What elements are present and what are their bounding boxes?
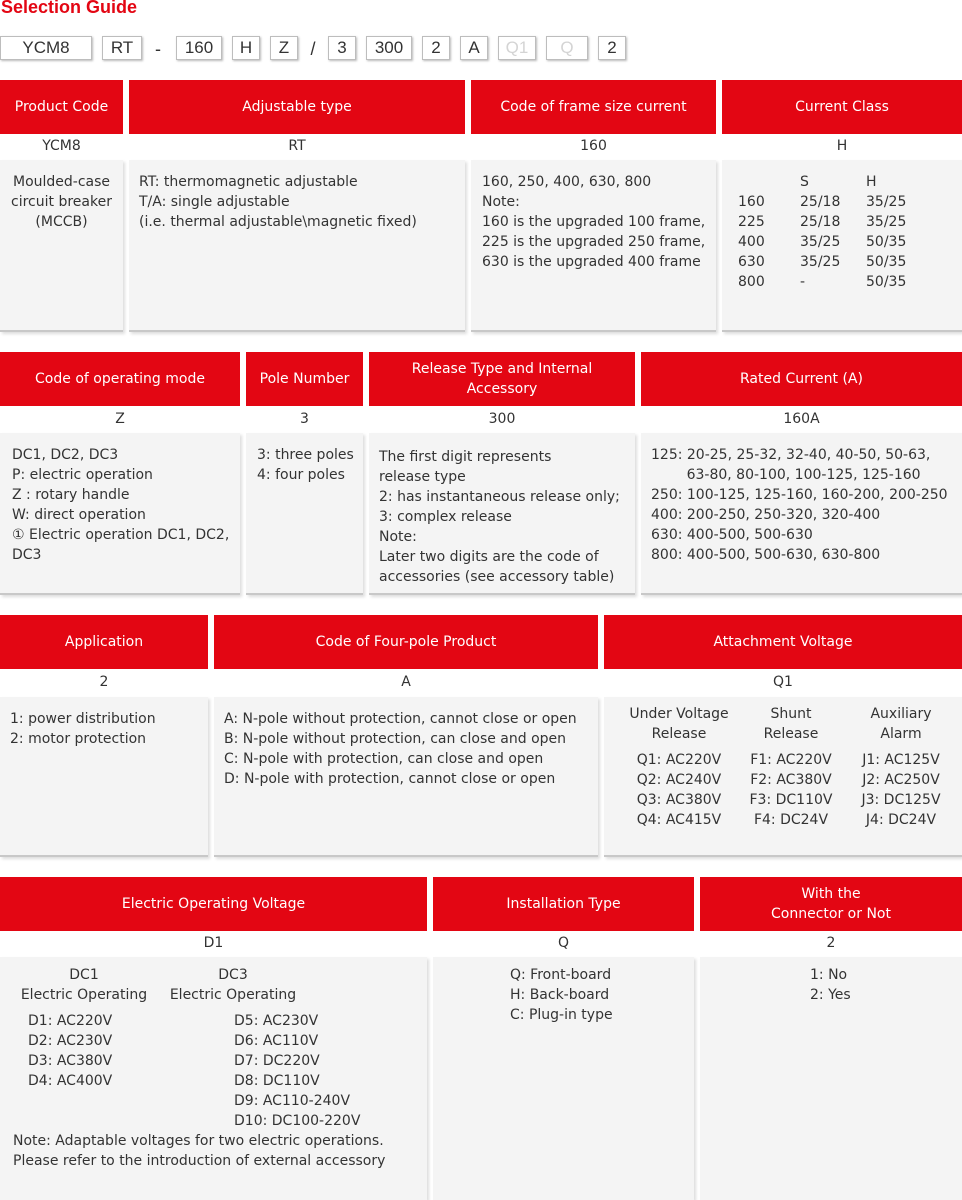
code-rated: 160A bbox=[783, 411, 820, 427]
body-release-type bbox=[369, 433, 635, 595]
text-line: 2: has instantaneous release only; bbox=[379, 489, 620, 505]
column-heading: Auxiliary bbox=[870, 706, 932, 722]
text-line: Note: bbox=[482, 194, 520, 210]
text-line: 225 is the upgraded 250 frame, bbox=[482, 234, 706, 250]
table-header-row bbox=[738, 172, 906, 192]
cell-s: - bbox=[800, 274, 806, 290]
text-line: 160, 250, 400, 630, 800 bbox=[482, 174, 652, 190]
code-product: YCM8 bbox=[42, 138, 81, 154]
body-application bbox=[0, 697, 208, 857]
note-line: Please refer to the introduction of external accessory bbox=[13, 1153, 386, 1169]
column-heading: Under Voltage bbox=[629, 706, 729, 722]
code-box-release: 300 bbox=[366, 36, 412, 60]
header-current-class: Current Class bbox=[722, 80, 962, 134]
cell-h: 50/35 bbox=[866, 234, 907, 250]
text-line: accessories (see accessory table) bbox=[379, 569, 615, 585]
text-line: 4: four poles bbox=[257, 467, 345, 483]
code-application: 2 bbox=[99, 674, 109, 690]
list-item: F2: AC380V bbox=[750, 772, 832, 788]
text-line: T/A: single adjustable bbox=[139, 194, 290, 210]
text-line: (i.e. thermal adjustable\magnetic fixed) bbox=[139, 214, 417, 230]
list-item: J2: AC250V bbox=[862, 772, 940, 788]
text-line: (MCCB) bbox=[35, 214, 88, 230]
body-connector bbox=[700, 957, 962, 1200]
header-line: With the bbox=[801, 886, 861, 902]
code-box-attachment: Q1 bbox=[498, 36, 536, 60]
text-line: Z : rotary handle bbox=[12, 487, 130, 503]
body-attachment-voltage bbox=[604, 697, 962, 857]
body-electric-operating-voltage bbox=[0, 957, 427, 1200]
code-adjustable: RT bbox=[288, 138, 306, 154]
code-four-pole: A bbox=[401, 674, 411, 690]
note-line: Note: Adaptable voltages for two electric operations. bbox=[13, 1133, 384, 1149]
cell-h: 50/35 bbox=[866, 274, 907, 290]
column-heading: Electric Operating bbox=[169, 987, 297, 1003]
body-operating-mode bbox=[0, 433, 240, 595]
text-line: 250: 100-125, 125-160, 160-200, 200-250 bbox=[651, 487, 948, 503]
attachment-column-undervoltage bbox=[622, 704, 736, 830]
cell-h: 35/25 bbox=[866, 194, 907, 210]
header-operating-mode: Code of operating mode bbox=[0, 352, 240, 406]
text-line: 630 is the upgraded 400 frame bbox=[482, 254, 701, 270]
column-heading: DC1 bbox=[69, 967, 99, 983]
text-line: 3: three poles bbox=[257, 447, 354, 463]
header-product-code: Product Code bbox=[0, 80, 123, 134]
list-item: D10: DC100-220V bbox=[234, 1113, 361, 1129]
code-box-class: H bbox=[232, 36, 260, 60]
list-item: F4: DC24V bbox=[753, 812, 829, 828]
code-box-frame: 160 bbox=[176, 36, 222, 60]
code-attachment: Q1 bbox=[773, 674, 793, 690]
header-rated-current: Rated Current (A) bbox=[641, 352, 962, 406]
cell-s: 35/25 bbox=[800, 254, 841, 270]
cell-h: 35/25 bbox=[866, 214, 907, 230]
page-title: Selection Guide bbox=[1, 0, 138, 17]
header-attachment-voltage: Attachment Voltage bbox=[604, 615, 962, 669]
code-operating: Z bbox=[115, 411, 125, 427]
list-item: Q3: AC380V bbox=[636, 792, 722, 808]
cell-s: 25/18 bbox=[800, 194, 841, 210]
code-separator-dash: - bbox=[155, 38, 161, 59]
text-line: RT: thermomagnetic adjustable bbox=[139, 174, 358, 190]
code-current-class: H bbox=[836, 138, 848, 154]
text-line: 800: 400-500, 500-630, 630-800 bbox=[651, 547, 881, 563]
list-item: D6: AC110V bbox=[234, 1033, 319, 1049]
column-s-label: S bbox=[800, 174, 809, 190]
list-item: 1: No bbox=[810, 967, 848, 983]
text-line: DC1, DC2, DC3 bbox=[12, 447, 119, 463]
cell-s: 35/25 bbox=[800, 234, 841, 250]
code-frame: 160 bbox=[580, 138, 607, 154]
code-box-four-pole: A bbox=[460, 36, 488, 60]
eov-column-dc3 bbox=[168, 965, 427, 1131]
code-box-connector: 2 bbox=[598, 36, 626, 60]
header-four-pole: Code of Four-pole Product bbox=[214, 615, 598, 669]
code-install: Q bbox=[557, 935, 570, 951]
header-frame-size: Code of frame size current bbox=[471, 80, 716, 134]
body-four-pole bbox=[214, 697, 598, 857]
header-connector bbox=[700, 877, 962, 931]
list-item: D3: AC380V bbox=[28, 1053, 113, 1069]
code-pole: 3 bbox=[300, 411, 309, 427]
list-item: J4: DC24V bbox=[865, 812, 937, 828]
header-adjustable-type: Adjustable type bbox=[129, 80, 465, 134]
body-product-code bbox=[0, 160, 123, 332]
list-item: D2: AC230V bbox=[28, 1033, 113, 1049]
list-item: Q2: AC240V bbox=[636, 772, 722, 788]
body-rated-current bbox=[641, 433, 962, 595]
code-release: 300 bbox=[488, 411, 516, 427]
body-current-class bbox=[722, 160, 962, 332]
list-item: D7: DC220V bbox=[234, 1053, 320, 1069]
current-class-table bbox=[738, 172, 906, 292]
text-line: 125: 20-25, 25-32, 32-40, 40-50, 50-63, bbox=[651, 447, 931, 463]
code-box-operating: Z bbox=[270, 36, 298, 60]
text-line: D: N-pole with protection, cannot close or open bbox=[224, 771, 556, 787]
text-line: A: N-pole without protection, cannot close or open bbox=[224, 711, 577, 727]
cell-h: 50/35 bbox=[866, 254, 907, 270]
header-line: Release Type and Internal bbox=[411, 361, 593, 377]
eov-column-dc1 bbox=[0, 965, 168, 1131]
text-line: 1: power distribution bbox=[10, 711, 156, 727]
list-item: 2: Yes bbox=[810, 987, 851, 1003]
column-heading: Release bbox=[763, 726, 819, 742]
cell-frame: 800 bbox=[738, 274, 765, 290]
list-item: D4: AC400V bbox=[28, 1073, 113, 1089]
list-item: C: Plug-in type bbox=[510, 1007, 613, 1023]
header-application: Application bbox=[0, 615, 208, 669]
column-h-label: H bbox=[866, 174, 877, 190]
text-line: B: N-pole without protection, can close and open bbox=[224, 731, 567, 747]
text-line: C: N-pole with protection, can close and open bbox=[224, 751, 544, 767]
text-line: 3: complex release bbox=[379, 509, 512, 525]
header-pole-number: Pole Number bbox=[246, 352, 363, 406]
text-line: 160 is the upgraded 100 frame, bbox=[482, 214, 706, 230]
code-box-pole: 3 bbox=[328, 36, 356, 60]
text-line: 63-80, 80-100, 100-125, 125-160 bbox=[651, 467, 921, 483]
list-item: D8: DC110V bbox=[234, 1073, 320, 1089]
text-line: The first digit represents bbox=[379, 449, 552, 465]
table-row bbox=[738, 192, 906, 212]
code-eov: D1 bbox=[203, 935, 224, 951]
table-row bbox=[738, 272, 906, 292]
list-item: Q1: AC220V bbox=[636, 752, 722, 768]
cell-frame: 225 bbox=[738, 214, 765, 230]
text-line: release type bbox=[379, 469, 466, 485]
header-release-type bbox=[369, 352, 635, 406]
text-line: W: direct operation bbox=[12, 507, 146, 523]
column-heading: DC3 bbox=[218, 967, 248, 983]
column-heading: Alarm bbox=[880, 726, 922, 742]
text-line: 400: 200-250, 250-320, 320-400 bbox=[651, 507, 881, 523]
text-line: ① Electric operation DC1, DC2, bbox=[12, 527, 230, 543]
list-item: H: Back-board bbox=[510, 987, 610, 1003]
code-box-series: YCM8 bbox=[0, 36, 92, 60]
list-item: J1: AC125V bbox=[862, 752, 940, 768]
table-row bbox=[738, 232, 906, 252]
list-item: D1: AC220V bbox=[28, 1013, 113, 1029]
text-line: 630: 400-500, 500-630 bbox=[651, 527, 813, 543]
body-frame-size bbox=[471, 160, 716, 332]
list-item: F1: AC220V bbox=[750, 752, 832, 768]
text-line: Note: bbox=[379, 529, 417, 545]
body-pole-number bbox=[246, 433, 363, 595]
list-item: D5: AC230V bbox=[234, 1013, 319, 1029]
cell-s: 25/18 bbox=[800, 214, 841, 230]
text-line: DC3 bbox=[12, 547, 42, 563]
text-line: 2: motor protection bbox=[10, 731, 147, 747]
header-installation-type: Installation Type bbox=[433, 877, 694, 931]
header-line: Accessory bbox=[466, 381, 538, 397]
text-line: P: electric operation bbox=[12, 467, 153, 483]
column-heading: Shunt bbox=[770, 706, 812, 722]
code-box-adjustable: RT bbox=[102, 36, 142, 60]
table-row bbox=[738, 212, 906, 232]
body-adjustable-type bbox=[129, 160, 465, 332]
list-item: F3: DC110V bbox=[749, 792, 833, 808]
attachment-column-shunt bbox=[736, 704, 846, 830]
body-installation-type bbox=[433, 957, 694, 1200]
cell-frame: 400 bbox=[738, 234, 765, 250]
code-box-installation: Q bbox=[546, 36, 588, 60]
cell-frame: 630 bbox=[738, 254, 765, 270]
code-separator-slash: / bbox=[310, 38, 316, 59]
text-line: Later two digits are the code of bbox=[379, 549, 599, 565]
header-line: Connector or Not bbox=[771, 906, 891, 922]
header-electric-operating-voltage: Electric Operating Voltage bbox=[0, 877, 427, 931]
code-connector: 2 bbox=[826, 935, 836, 951]
column-heading: Electric Operating bbox=[20, 987, 148, 1003]
column-heading: Release bbox=[651, 726, 707, 742]
list-item: Q4: AC415V bbox=[636, 812, 722, 828]
cell-frame: 160 bbox=[738, 194, 765, 210]
code-box-application: 2 bbox=[422, 36, 450, 60]
list-item: D9: AC110-240V bbox=[234, 1093, 351, 1109]
list-item: Q: Front-board bbox=[510, 967, 612, 983]
text-line: Moulded-case bbox=[12, 174, 111, 190]
table-row bbox=[738, 252, 906, 272]
attachment-column-auxiliary bbox=[846, 704, 956, 830]
text-line: circuit breaker bbox=[11, 194, 112, 210]
list-item: J3: DC125V bbox=[861, 792, 941, 808]
